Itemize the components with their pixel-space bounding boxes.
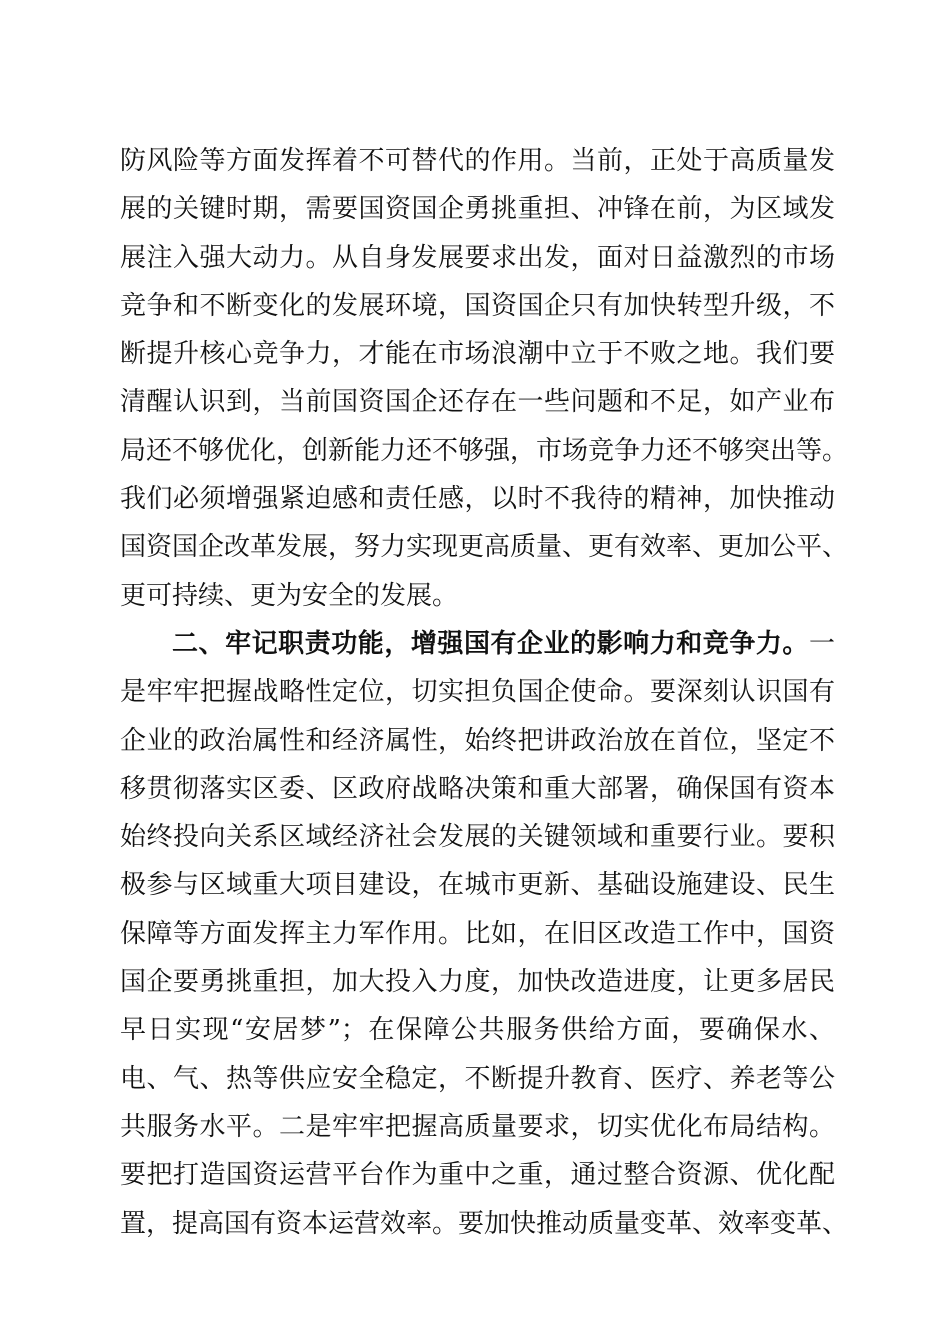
text-line: 极参与区域重大项目建设，在城市更新、基础设施建设、民生 — [120, 870, 835, 901]
paragraph-1 — [120, 137, 849, 620]
text-line: 保障等方面发挥主力军作用。比如，在旧区改造工作中，国资 — [120, 918, 835, 949]
text-line: 更可持续、更为安全的发展。 — [120, 580, 459, 611]
text-line: 要把打造国资运营平台作为重中之重，通过整合资源、优化配 — [120, 1160, 835, 1191]
text-line: 移贯彻落实区委、区政府战略决策和重大部署，确保国有资本 — [120, 773, 835, 804]
text-line: 早日实现“安居梦”；在保障公共服务供给方面，要确保水、 — [120, 1015, 835, 1046]
text-line: 始终投向关系区域经济社会发展的关键领域和重要行业。要积 — [120, 822, 835, 853]
text-line: 断提升核心竞争力，才能在市场浪潮中立于不败之地。我们要 — [120, 339, 835, 370]
text-line: 我们必须增强紧迫感和责任感，以时不我待的精神，加快推动 — [120, 484, 835, 515]
text-line: 国企要勇挑重担，加大投入力度，加快改造进度，让更多居民 — [120, 967, 835, 998]
text-line: 共服务水平。二是牢牢把握高质量要求，切实优化布局结构。 — [120, 1111, 835, 1142]
heading-line — [120, 620, 835, 668]
section-heading: 二、牢记职责功能，增强国有企业的影响力和竞争力。 — [172, 628, 809, 659]
text-line: 电、气、热等供应安全稳定，不断提升教育、医疗、养老等公 — [120, 1063, 835, 1094]
text-line: 局还不够优化，创新能力还不够强，市场竞争力还不够突出等。 — [120, 435, 849, 466]
text-line: 清醒认识到，当前国资国企还存在一些问题和不足，如产业布 — [120, 387, 835, 418]
document-body — [120, 137, 849, 1248]
text-line: 展的关键时期，需要国资国企勇挑重担、冲锋在前，为区域发 — [120, 194, 835, 225]
text-line: 防风险等方面发挥着不可替代的作用。当前，正处于高质量发 — [120, 146, 835, 176]
text-line: 企业的政治属性和经济属性，始终把讲政治放在首位，坚定不 — [120, 725, 835, 756]
paragraph-2 — [120, 620, 849, 1248]
text-line: 展注入强大动力。从自身发展要求出发，面对日益激烈的市场 — [120, 242, 835, 273]
text-line: 竞争和不断变化的发展环境，国资国企只有加快转型升级，不 — [120, 290, 835, 321]
text-line: 是牢牢把握战略性定位，切实担负国企使命。要深刻认识国有 — [120, 677, 835, 708]
text-line: 国资国企改革发展，努力实现更高质量、更有效率、更加公平、 — [120, 532, 849, 563]
text-line: 置，提高国有资本运营效率。要加快推动质量变革、效率变革、 — [120, 1208, 849, 1239]
heading-line-tail: 一 — [808, 628, 835, 659]
